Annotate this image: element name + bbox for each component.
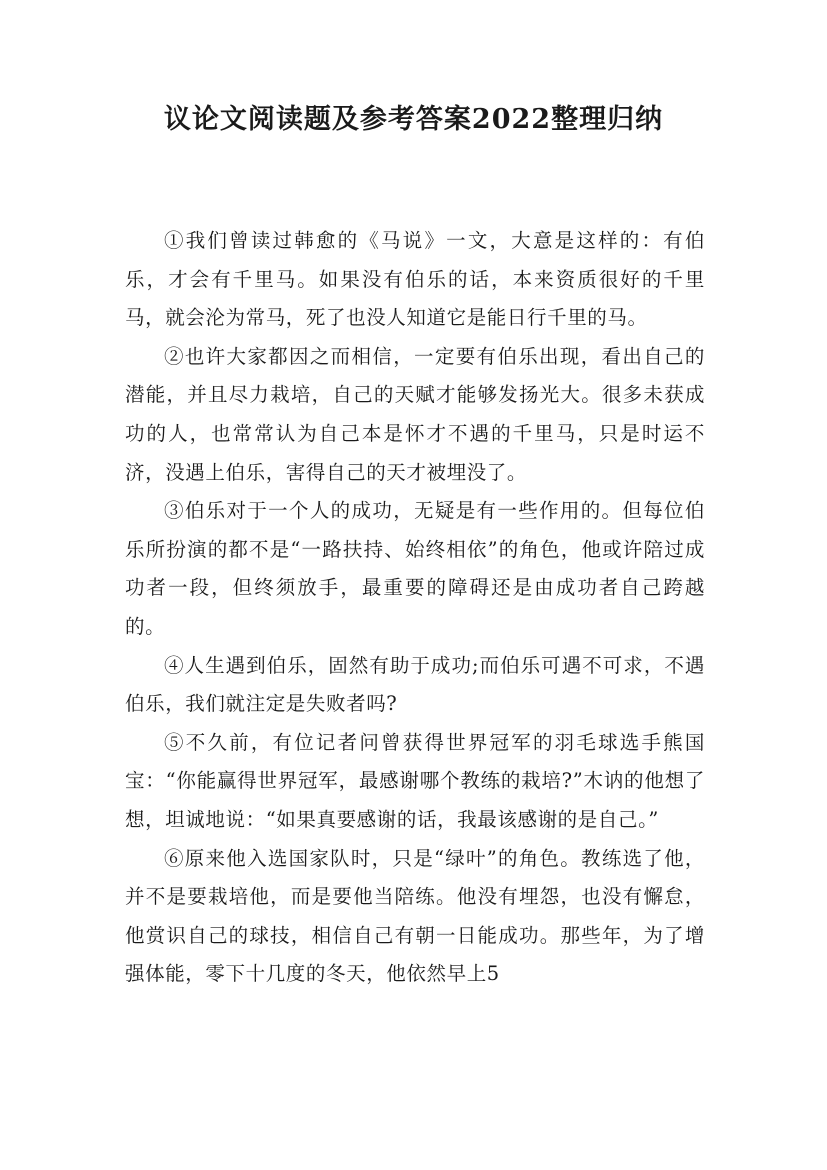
- paragraph-6: ⑥原来他入选国家队时，只是“绿叶”的角色。教练选了他，并不是要栽培他，而是要他当陪练。他没有埋怨，也没有懈怠，他赏识自己的球技，相信自己有朝一日能成功。那些年，为了增强体能，零下十几度的冬天，他依然早上5: [125, 846, 705, 986]
- paragraph-5: ⑤不久前，有位记者问曾获得世界冠军的羽毛球选手熊国宝：“你能赢得世界冠军，最感谢哪个教练的栽培?”木讷的他想了想，坦诚地说：“如果真要感谢的话，我最该感谢的是自己。”: [125, 730, 705, 831]
- paragraph-1: ①我们曾读过韩愈的《马说》一文，大意是这样的：有伯乐，才会有千里马。如果没有伯乐的话，本来资质很好的千里马，就会沦为常马，死了也没人知道它是能日行千里的马。: [125, 229, 705, 330]
- paragraph-3: ③伯乐对于一个人的成功，无疑是有一些作用的。但每位伯乐所扮演的都不是“一路扶持、始终相依”的角色，他或许陪过成功者一段，但终须放手，最重要的障碍还是由成功者自己跨越的。: [125, 499, 705, 638]
- paragraph-4: ④人生遇到伯乐，固然有助于成功;而伯乐可遇不可求，不遇伯乐，我们就注定是失败者吗?: [125, 653, 705, 716]
- document-body: [125, 222, 705, 994]
- paragraph-2: ②也许大家都因之而相信，一定要有伯乐出现，看出自己的潜能，并且尽力栽培，自己的天赋才能够发扬光大。很多未获成功的人，也常常认为自己本是怀才不遇的千里马，只是时运不济，没遇上伯乐，害得自己的天才被埋没了。: [125, 344, 705, 484]
- document-title: 议论文阅读题及参考答案2022整理归纳: [163, 104, 664, 135]
